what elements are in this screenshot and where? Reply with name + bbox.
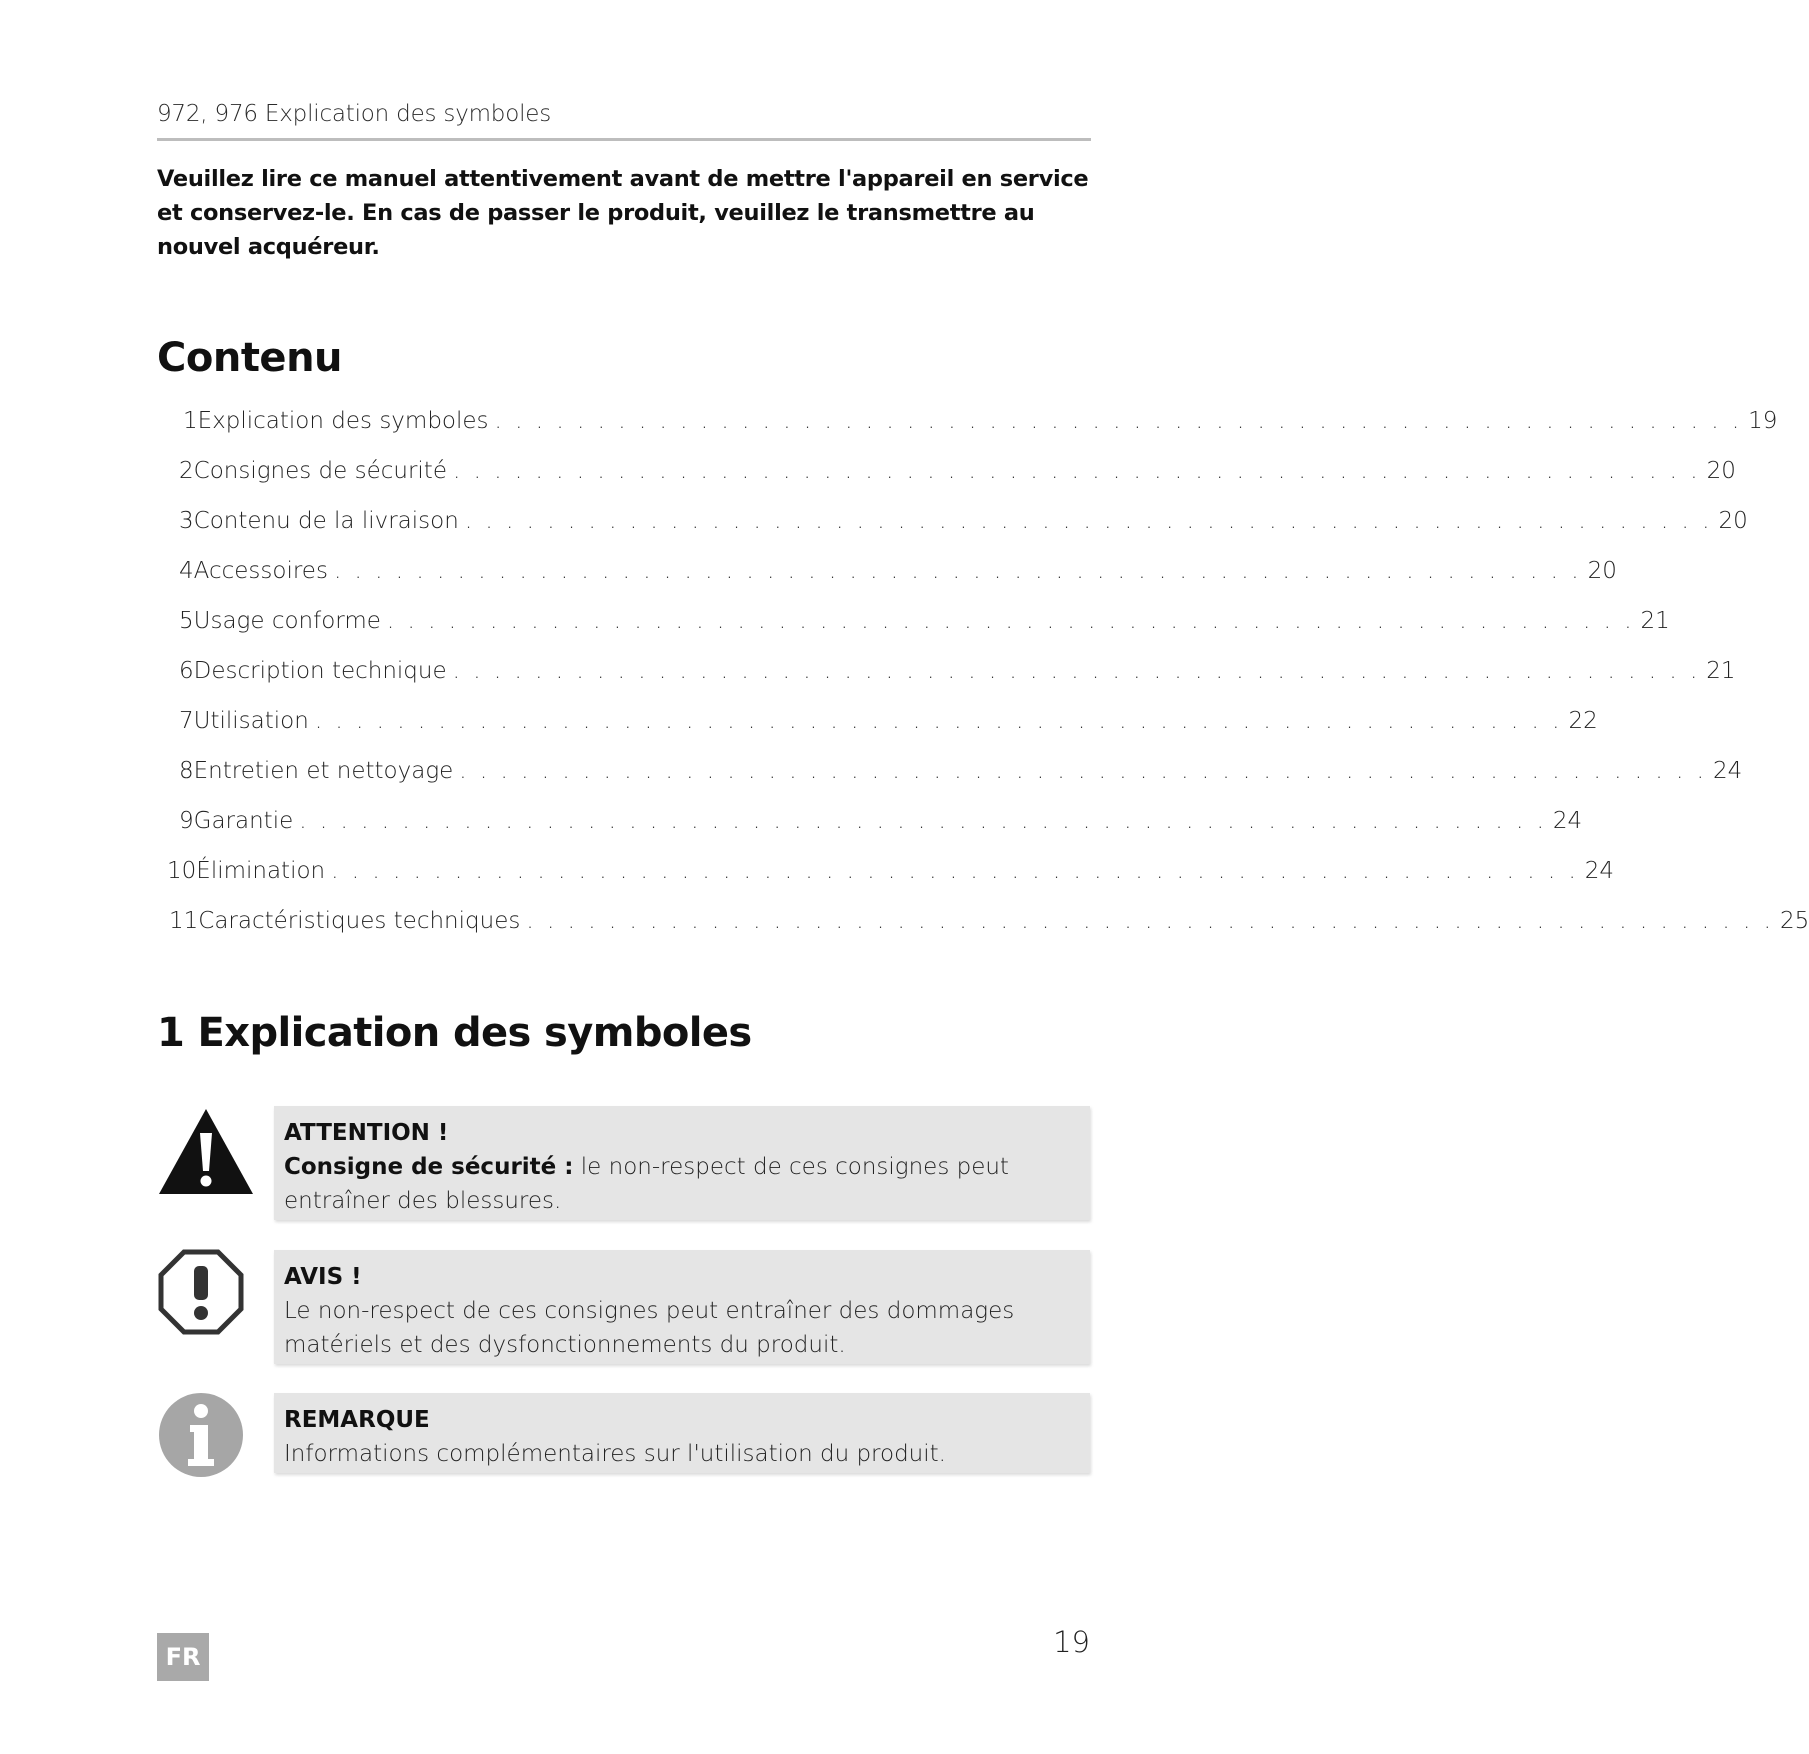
notice-heading: REMARQUE: [284, 1407, 430, 1433]
toc-number: 3: [179, 508, 194, 534]
toc-leader-dots: . . . . . . . . . . . . . . . . . . . . . . . . . . . . . . . . . . . . . . . . . . . . . . . . . . . . . . . . . . . . .: [452, 658, 1701, 684]
notice-remarque: [274, 1393, 1090, 1473]
toc-entry-9[interactable]: [179, 808, 1583, 842]
toc-label: Garantie: [193, 808, 294, 834]
toc-page: 21: [1640, 608, 1670, 634]
toc-number: 1: [183, 408, 198, 434]
notice-text: [284, 1150, 1080, 1218]
toc-entry-4[interactable]: [179, 558, 1617, 592]
warning-triangle-icon: [157, 1107, 255, 1205]
toc-page: 24: [1712, 758, 1743, 784]
toc-label: Consignes de sécurité: [193, 458, 447, 484]
toc-page: 21: [1706, 658, 1736, 684]
toc-entry-2[interactable]: [179, 458, 1736, 492]
toc-number: 7: [179, 708, 194, 734]
toc-number: 6: [179, 658, 194, 684]
toc-title: Contenu: [157, 335, 343, 381]
toc-leader-dots: . . . . . . . . . . . . . . . . . . . . . . . . . . . . . . . . . . . . . . . . . . . . . . . . . . . . . . . . . . . . .: [299, 808, 1547, 834]
toc-label: Explication des symboles: [197, 408, 489, 434]
toc-page: 24: [1552, 808, 1583, 834]
toc-label: Entretien et nettoyage: [193, 758, 454, 784]
toc-entry-7[interactable]: [179, 708, 1598, 742]
notice-attention: [274, 1106, 1090, 1220]
notice-body: le non-respect de ces consignes peut entraîner des blessures.: [284, 1154, 1009, 1214]
toc-number: 2: [179, 458, 194, 484]
toc-number: 8: [179, 758, 194, 784]
toc-leader-dots: . . . . . . . . . . . . . . . . . . . . . . . . . . . . . . . . . . . . . . . . . . . . . . . . . . . . . . . . . . . . .: [331, 858, 1579, 884]
toc-page: 25: [1779, 908, 1809, 934]
intro-paragraph: Veuillez lire ce manuel attentivement avant de mettre l'appareil en service et conservez-le. En cas de passer le produit, veuillez le transmettre au nouvel acquéreur.: [157, 166, 1089, 260]
toc-page: 20: [1718, 508, 1748, 534]
toc-page: 19: [1748, 408, 1778, 434]
toc-entry-10[interactable]: [167, 858, 1615, 892]
toc-number: 10: [167, 858, 197, 884]
toc-leader-dots: . . . . . . . . . . . . . . . . . . . . . . . . . . . . . . . . . . . . . . . . . . . . . . . . . . . . . . . . . . . . .: [459, 758, 1707, 784]
toc-page: 20: [1587, 558, 1617, 584]
toc-entry-5[interactable]: [179, 608, 1670, 642]
toc-page: 24: [1584, 858, 1615, 884]
notice-body: Le non-respect de ces consignes peut entraîner des dommages matériels et des dysfonctionnements du produit.: [284, 1298, 1015, 1358]
toc-page: 20: [1706, 458, 1736, 484]
toc-number: 11: [169, 908, 199, 934]
toc-leader-dots: . . . . . . . . . . . . . . . . . . . . . . . . . . . . . . . . . . . . . . . . . . . . . . . . . . . . . . . . . . . . .: [386, 608, 1635, 634]
language-badge: FR: [157, 1633, 209, 1681]
notice-lead: Consigne de sécurité :: [284, 1154, 574, 1180]
running-header: 972, 976 Explication des symboles: [157, 101, 552, 127]
toc-label: Description technique: [193, 658, 447, 684]
toc-leader-dots: . . . . . . . . . . . . . . . . . . . . . . . . . . . . . . . . . . . . . . . . . . . . . . . . . . . . . . . . . . . . .: [314, 708, 1563, 734]
notice-heading: AVIS !: [284, 1264, 362, 1290]
toc-label: Accessoires: [193, 558, 328, 584]
toc-leader-dots: . . . . . . . . . . . . . . . . . . . . . . . . . . . . . . . . . . . . . . . . . . . . . . . . . . . . . . . . . . . . .: [333, 558, 1582, 584]
toc-label: Caractéristiques techniques: [198, 908, 521, 934]
toc-label: Usage conforme: [193, 608, 381, 634]
toc-leader-dots: . . . . . . . . . . . . . . . . . . . . . . . . . . . . . . . . . . . . . . . . . . . . . . . . . . . . . . . . . . . . .: [494, 408, 1743, 434]
toc-label: Contenu de la livraison: [193, 508, 459, 534]
toc-number: 5: [179, 608, 194, 634]
notice-heading: ATTENTION !: [284, 1120, 449, 1146]
toc-label: Utilisation: [193, 708, 309, 734]
toc-entry-1[interactable]: [183, 408, 1778, 442]
toc-leader-dots: . . . . . . . . . . . . . . . . . . . . . . . . . . . . . . . . . . . . . . . . . . . . . . . . . . . . . . . . . . . . .: [526, 908, 1774, 934]
toc-entry-11[interactable]: [169, 908, 1809, 942]
toc-label: Élimination: [196, 858, 326, 884]
toc-entry-6[interactable]: [179, 658, 1736, 692]
toc-entry-8[interactable]: [179, 758, 1743, 792]
notice-avis: [274, 1250, 1090, 1364]
toc-leader-dots: . . . . . . . . . . . . . . . . . . . . . . . . . . . . . . . . . . . . . . . . . . . . . . . . . . . . . . . . . . . . .: [464, 508, 1713, 534]
toc-leader-dots: . . . . . . . . . . . . . . . . . . . . . . . . . . . . . . . . . . . . . . . . . . . . . . . . . . . . . . . . . . . . .: [452, 458, 1701, 484]
info-circle-icon: [157, 1391, 255, 1489]
toc-entry-3[interactable]: [179, 508, 1748, 542]
toc-number: 9: [179, 808, 194, 834]
notice-octagon-icon: [157, 1248, 255, 1346]
notice-body: Informations complémentaires sur l'utilisation du produit.: [284, 1441, 946, 1467]
toc-number: 4: [179, 558, 194, 584]
toc-page: 22: [1568, 708, 1598, 734]
page-number: 19: [1053, 1625, 1090, 1659]
section-title: 1 Explication des symboles: [157, 1010, 752, 1056]
header-rule: [157, 138, 1091, 141]
